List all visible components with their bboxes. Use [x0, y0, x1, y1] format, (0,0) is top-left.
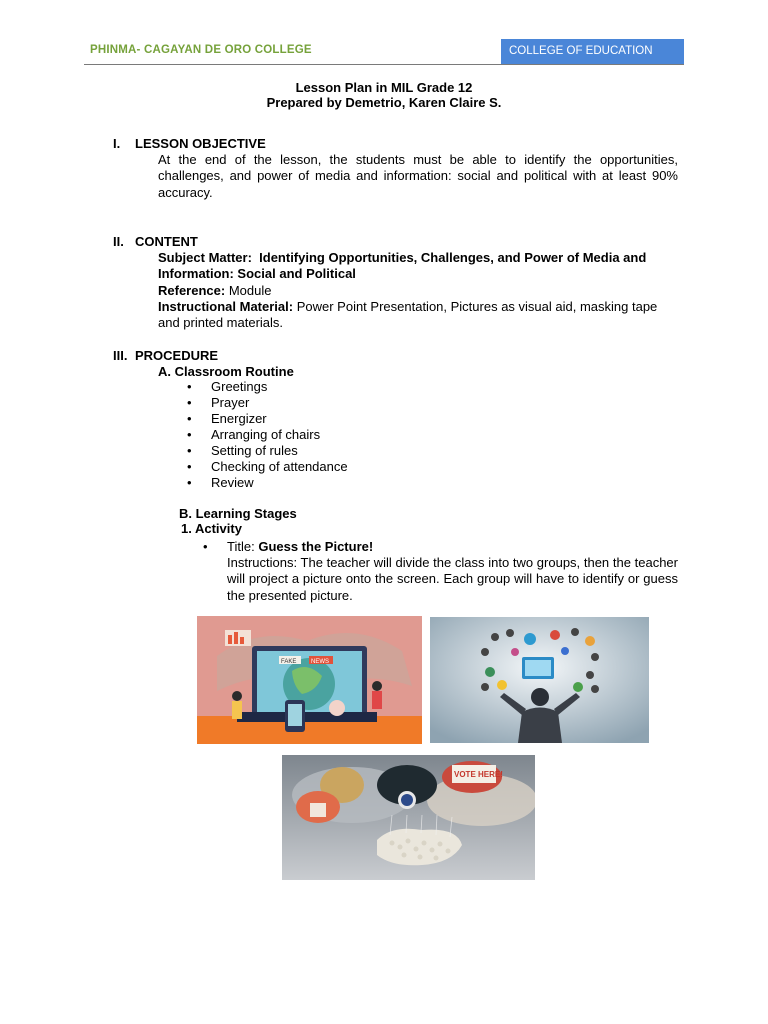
vote-here-label: VOTE HERE!: [454, 770, 503, 779]
reference-value: Module: [228, 282, 272, 298]
politics-image: [282, 755, 535, 880]
social-media-illustration: [430, 617, 649, 743]
politics-illustration: [282, 755, 535, 880]
page-header: [84, 39, 684, 65]
fake-news-image: [197, 616, 422, 744]
section-procedure-heading: [113, 348, 413, 364]
section-title: PROCEDURE: [135, 348, 219, 363]
subject-matter: [158, 250, 668, 283]
social-media-image: [430, 617, 649, 743]
section-number: I.: [113, 136, 121, 151]
list-item: • Arranging of chairs: [187, 427, 348, 443]
school-name: PHINMA- CAGAYAN DE ORO COLLEGE: [90, 44, 312, 56]
list-item: • Setting of rules: [187, 443, 348, 459]
activity-title-label: Title:: [227, 539, 255, 554]
activity-list: [203, 539, 678, 555]
activity-heading: 1. Activity: [181, 521, 242, 536]
list-item: • Checking of attendance: [187, 459, 348, 475]
reference-label: Reference:: [158, 282, 226, 298]
list-item: • Prayer: [187, 395, 348, 411]
activity-instructions: Instructions: The teacher will divide the class into two groups, then the teacher will project a picture onto the screen. Each group will have to identify or guess the presented picture.: [227, 555, 678, 603]
list-item: [203, 539, 678, 555]
section-title: LESSON OBJECTIVE: [135, 136, 266, 151]
fake-label: FAKE: [281, 659, 297, 665]
instructional-material: [158, 299, 668, 332]
section-number: II.: [113, 234, 124, 249]
subject-label: Subject Matter:: [158, 250, 252, 265]
lesson-title: Lesson Plan in MIL Grade 12: [295, 80, 473, 95]
list-item: • Energizer: [187, 411, 348, 427]
objective-text: At the end of the lesson, the students must be able to identify the opportunities, challenges, and power of media and information: social and political with at least 90% accuracy.: [158, 152, 678, 200]
prepared-by: Prepared by Demetrio, Karen Claire S.: [266, 95, 502, 110]
material-value: Power Point Presentation, Pictures as visual aid, masking tape and printed materials.: [158, 298, 658, 331]
college-badge: COLLEGE OF EDUCATION: [501, 39, 684, 64]
subject-value: Identifying Opportunities, Challenges, and Power of Media and Information: Social and Political: [158, 250, 647, 282]
activity-title: Guess the Picture!: [258, 539, 374, 554]
section-number: III.: [113, 348, 128, 363]
reference: [158, 283, 668, 299]
fake-news-illustration: [197, 616, 422, 744]
learning-stages-heading: B. Learning Stages: [179, 506, 297, 521]
routine-list: [187, 379, 348, 491]
content-block: [158, 250, 668, 331]
list-item: • Greetings: [187, 379, 348, 395]
section-objective-heading: [113, 136, 413, 152]
material-label: Instructional Material:: [158, 298, 294, 314]
news-label: NEWS: [311, 659, 329, 665]
list-item: • Review: [187, 475, 348, 491]
section-title: CONTENT: [135, 234, 198, 249]
section-content-heading: [113, 234, 413, 250]
routine-heading: A. Classroom Routine: [158, 364, 294, 379]
